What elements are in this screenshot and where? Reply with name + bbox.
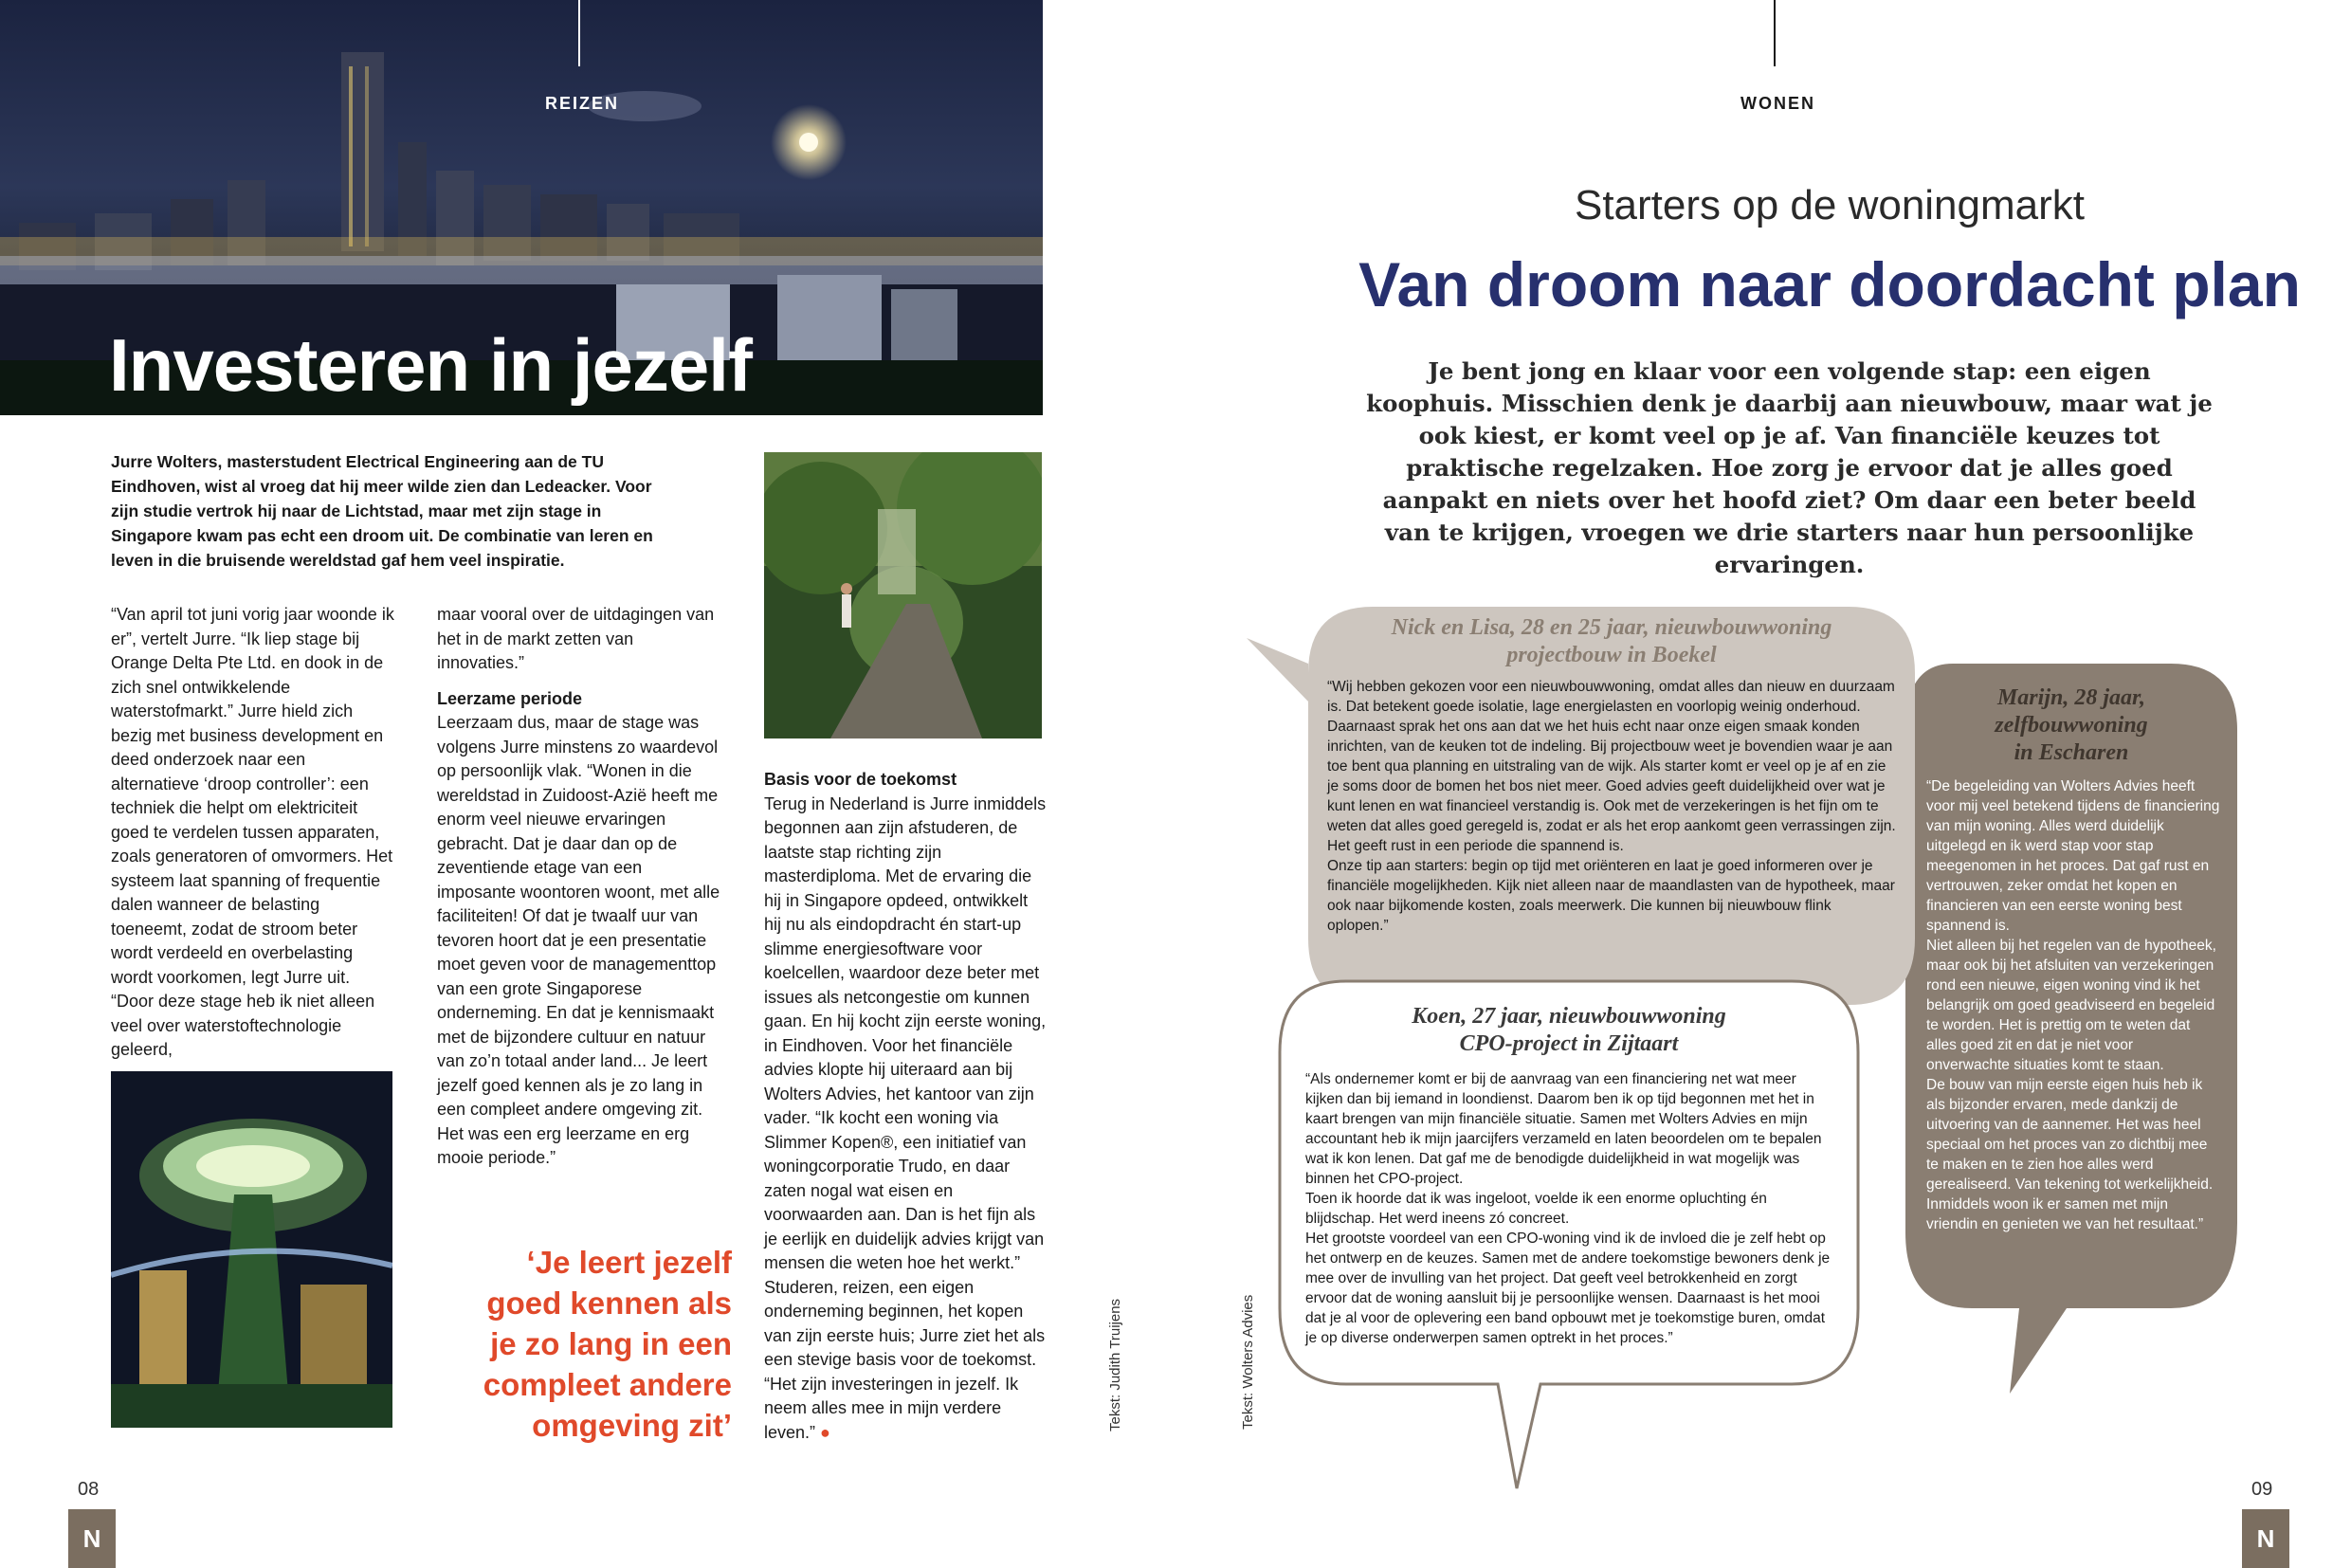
bubble-paragraph: Niet alleen bij het regelen van de hypotheek, maar ook bij het afsluiten van verzekeringen rond een nieuwe, eigen woning vind ik het belangrijk om goed geadviseerd en begeleid te worden. Het is prettig om te weten dat alles goed zit en dat je niet voor onverwachte situaties komt te staan.: [1926, 938, 2216, 1073]
bubble-heading: [1915, 684, 2228, 767]
column-text: “Van april tot juni vorig jaar woonde ik er”, vertelt Jurre. “Ik liep stage bij Orange Delta Pte Ltd. en dook in de zich snel ontwikkelende waterstofmarkt.” Jurre hield zich bezig met business development en deed onderzoek naar een alternatieve ‘droop controller’: een techniek die helpt om elektriciteit goed te verdelen tussen apparaten, zoals generatoren of omvormers. Het systeem laat spanning of frequentie dalen wanneer de belasting toeneemt, zodat de stroom beter wordt verdeeld en overbelasting wordt voorkomen, legt Jurre uit. “Door deze stage heb ik niet alleen veel over waterstoftechnologie geleerd,: [111, 605, 394, 1059]
bubble-body: [1285, 1069, 1853, 1348]
page-number: 08: [78, 1479, 100, 1500]
column-text: Leerzaam dus, maar de stage was volgens Jurre minstens zo waardevol op persoonlijk vlak. “Wonen in die wereldstad in Zuidoost-Azië heeft me enorm veel nieuwe ervaringen gebracht. Dat je daar dan op de zeventiende etage van een imposante woontoren woont, met alle faciliteiten! Of dat je twaalf uur van tevoren hoort dat je een presentatie moet geven voor de managementtop van een grote Singaporese onderneming. En dat je kennismaakt met de bijzondere cultuur en natuur van zo’n totaal ander land... Je leert jezelf goed kennen als je zo lang in een compleet andere omgeving zit. Het was een erg leerzame en erg mooie periode.”: [437, 713, 720, 1167]
bubble-marijn: [1915, 684, 2228, 1234]
bubble-heading-line: Nick en Lisa, 28 en 25 jaar, nieuwbouwwoning: [1391, 615, 1832, 640]
subheading: Basis voor de toekomst: [764, 770, 957, 789]
column-text-body: Terug in Nederland is Jurre inmiddels begonnen aan zijn afstuderen, de laatste stap richting zijn masterdiploma. Met de ervaring die hij in Singapore opdeed, ontwikkelt hij nu als eindopdracht én start-up slimme energiesoftware voor koelcellen, waardoor deze beter met issues als netcongestie om kunnen gaan. En hij kocht zijn eerste woning, in Eindhoven. Voor het financiële advies klopte hij uiteraard aan bij Wolters Advies, het kantoor van zijn vader. “Ik kocht een woning via Slimmer Kopen®, een initiatief van woningcorporatie Trudo, en daar zaten nogal wat eisen en voorwaarden aan. Dan is het fijn als je eerlijk en duidelijk advies krijgt van mensen die weten hoe het werkt.” Studeren, reizen, een eigen onderneming beginnen, het kopen van zijn eerste huis; Jurre ziet het als een stevige basis voor de toekomst. “Het zijn investeringen in jezelf. Ik neem alles mee in mijn verdere leven.”: [764, 793, 1047, 1442]
page-number: 09: [2251, 1479, 2273, 1500]
bubble-heading-line: in Escharen: [2014, 740, 2129, 765]
article-title: Investeren in jezelf: [109, 323, 752, 407]
bubble-paragraph: “Wij hebben gekozen voor een nieuwbouwwoning, omdat alles dan nieuw en duurzaam is. Dat betekent goede isolatie, lage energielasten en voorlopig weinig onderhoud. Daarnaast sprak het ons aan dat we het huis echt naar onze eigen smaak konden inrichten, van de keuken tot de indeling. Bij projectbouw weet je bovendien waar je aan toe bent qua planning en uitstraling van de wijk. Als starter komt er veel op je af en zie je soms door de bomen het bos niet meer. Goed advies geeft duidelijkheid over wat je kunt lenen en wat financieel verstandig is. Ook met de verzekeringen is het fijn om te weten dat alles goed geregeld is, zodat er als het erop aankomt geen verrassingen zijn. Het geeft rust in een periode die spannend is.: [1327, 679, 1896, 854]
section-label: WONEN: [1740, 94, 1815, 113]
bubble-heading-line: CPO-project in Zijtaart: [1459, 1031, 1679, 1056]
bubble-heading-line: Marijn, 28 jaar,: [1996, 685, 2146, 710]
bubble-paragraph: “Als ondernemer komt er bij de aanvraag van een financiering net wat meer kijken dan bij iemand in loondienst. Daarom ben ik op tijd begonnen met het in kaart brengen van mijn financiële situatie. Samen met Wolters Advies en mijn accountant heb ik mijn jaarcijfers verzameld en laten beoordelen om te bepalen wat ik kon lenen. Dat gaf me de benodigde duidelijkheid in wat mogelijk was binnen het CPO-project.: [1305, 1071, 1822, 1187]
end-bullet-icon: ●: [820, 1422, 830, 1442]
bubble-paragraph: Onze tip aan starters: begin op tijd met oriënteren en laat je goed informeren over je financiële mogelijkheden. Kijk niet alleen naar de maandlasten van de hypotheek, maar ook naar bijkomende kosten, zoals meerwerk. Die kunnen bij nieuwbouw flink oplopen.”: [1327, 858, 1895, 934]
bubble-paragraph: De bouw van mijn eerste eigen huis heb ik als bijzonder ervaren, mede dankzij de uitvoering van de aannemer. Het was heel speciaal om het proces van zo dichtbij mee te maken en te zien hoe alles werd gerealiseerd. Van tekening tot werkelijkheid. Inmiddels woon ik er samen met mijn vriendin en genieten we van het resultaat.”: [1926, 1077, 2214, 1232]
article-lead: Je bent jong en klaar voor een volgende stap: een eigen koophuis. Misschien denk je daarbij aan nieuwbouw, maar wat je ook kiest, er komt veel op je af. Van financiële keuzes tot praktische regelzaken. Hoe zorg je ervoor dat je alles goed aanpakt en niets over het hoofd ziet? Om daar een beter beeld van te krijgen, vroegen we drie starters naar hun persoonlijke ervaringen.: [1366, 357, 2213, 578]
credit-author: Tekst: Wolters Advies: [1240, 1294, 1256, 1430]
bubble-paragraph: Toen ik hoorde dat ik was ingeloot, voelde ik een enorme opluchting én blijdschap. Het werd ineens zó concreet.: [1305, 1191, 1767, 1227]
bubble-heading-line: zelfbouwwoning: [1995, 713, 2148, 738]
bubble-body: [1915, 776, 2228, 1234]
logo-block: [2242, 1509, 2289, 1568]
bubble-koen: [1285, 1003, 1853, 1348]
article-intro: Jurre Wolters, masterstudent Electrical Engineering aan de TU Eindhoven, wist al vroeg dat hij meer wilde zien dan Ledeacker. Voor zijn studie vertrok hij naar de Lichtstad, maar met zijn stage in Singapore kwam pas echt een droom uit. De combinatie van leren en leven in die bruisende wereldstad gaf hem veel inspiratie.: [111, 452, 653, 570]
section-label: REIZEN: [545, 94, 620, 113]
subheading: Leerzame periode: [437, 688, 583, 708]
column-text: maar vooral over de uitdagingen van het in de markt zetten van innovaties.”: [437, 605, 715, 672]
bubble-heading-line: Koen, 27 jaar, nieuwbouwwoning: [1412, 1004, 1726, 1029]
bubble-nick-lisa: [1327, 614, 1896, 936]
n-logo: N: [68, 1515, 116, 1562]
article-title: Van droom naar doordacht plan: [1358, 249, 2301, 319]
bubble-heading-line: projectbouw in Boekel: [1506, 643, 1717, 667]
bubble-heading: [1285, 1003, 1853, 1058]
bubble-heading: [1327, 614, 1896, 669]
n-logo: N: [2242, 1515, 2289, 1562]
bubble-body: [1327, 677, 1896, 936]
bubble-paragraph: Het grootste voordeel van een CPO-woning vind ik de invloed die je zelf hebt op het ontwerp en de keuzes. Samen met de andere toekomstige bewoners denk je mee over de invulling van het project. Dat geeft veel betrokkenheid en zorgt ervoor dat de woning aansluit bij je persoonlijke wensen. Daarnaast is het mooi dat je al voor de oplevering een band opbouwt met je toekomstige buren, omdat je op diverse onderwerpen samen optrekt in het proces.”: [1305, 1231, 1831, 1346]
pull-quote: ‘Je leert jezelf goed kennen als je zo lang in een compleet andere omgeving zit’: [483, 1245, 732, 1443]
bubble-paragraph: “De begeleiding van Wolters Advies heeft voor mij veel betekend tijdens de financiering van mijn woning. Alles werd duidelijk uitgelegd en ik werd stap voor stap meegenomen in het proces. Dat gaf rust en vertrouwen, zeker omdat het kopen en financieren van een eerste woning best spannend is.: [1926, 778, 2220, 934]
credit-author: Tekst: Judith Truijens: [1107, 1298, 1123, 1431]
article-subtitle: Starters op de woningmarkt: [1574, 182, 2086, 228]
